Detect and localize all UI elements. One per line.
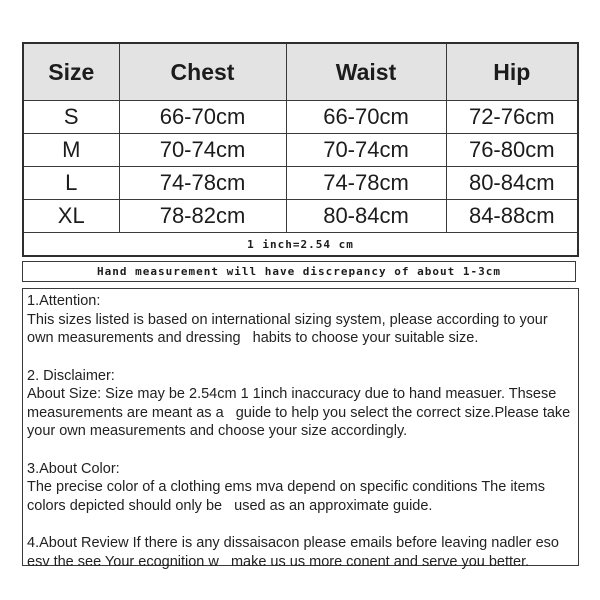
note-attention <box>27 292 575 348</box>
header-hip: Hip <box>446 43 578 101</box>
cell-hip: 84-88cm <box>446 200 578 233</box>
table-row-s <box>23 101 578 134</box>
header-chest: Chest <box>119 43 286 101</box>
size-chart-table <box>22 42 579 257</box>
inch-conversion-note: 1 inch=2.54 cm <box>23 233 578 257</box>
note-attention-body: This sizes listed is based on international sizing system, please according to your own measurements and dressing habits to choose your suitable size. <box>27 311 552 346</box>
header-waist: Waist <box>286 43 446 101</box>
note-color-body: The precise color of a clothing ems mva depend on specific conditions The items colors depicted should only be used as an approximate guide. <box>27 479 550 514</box>
note-attention-title: 1.Attention: <box>27 293 101 309</box>
cell-hip: 76-80cm <box>446 134 578 167</box>
cell-chest: 70-74cm <box>119 134 286 167</box>
cell-size: L <box>23 167 119 200</box>
table-row-xl <box>23 200 578 233</box>
table-row-m <box>23 134 578 167</box>
cell-hip: 72-76cm <box>446 101 578 134</box>
header-size: Size <box>23 43 119 101</box>
note-disclaimer <box>27 367 575 441</box>
cell-waist: 80-84cm <box>286 200 446 233</box>
note-color-title: 3.About Color: <box>27 460 120 477</box>
note-review <box>27 534 575 571</box>
table-header-row <box>23 43 578 101</box>
cell-hip: 80-84cm <box>446 167 578 200</box>
note-disclaimer-body: About Size: Size may be 2.54cm 1 1inch inaccuracy due to hand measuer. Thsese measurements are meant as a guide to help you select the correct size.Please take your own measurements and choose your size accordingly. <box>27 386 575 439</box>
cell-size: S <box>23 101 119 134</box>
table-row-l <box>23 167 578 200</box>
note-review-body: 4.About Review If there is any dissaisacon please emails before leaving nadler eso esv the see Your ecognition w make us us more conent and serve you better. <box>27 535 563 570</box>
cell-size: M <box>23 134 119 167</box>
notes-box <box>22 288 579 570</box>
banner-text: Hand measurement will have discrepancy of about 1-3cm <box>97 265 501 278</box>
cell-waist: 66-70cm <box>286 101 446 134</box>
cell-waist: 74-78cm <box>286 167 446 200</box>
cell-chest: 74-78cm <box>119 167 286 200</box>
note-color <box>27 460 575 516</box>
cell-size: XL <box>23 200 119 233</box>
cell-waist: 70-74cm <box>286 134 446 167</box>
table-footnote-row <box>23 233 578 257</box>
measurement-discrepancy-banner <box>22 261 576 282</box>
cell-chest: 78-82cm <box>119 200 286 233</box>
note-disclaimer-title: 2. Disclaimer: <box>27 367 115 384</box>
cell-chest: 66-70cm <box>119 101 286 134</box>
